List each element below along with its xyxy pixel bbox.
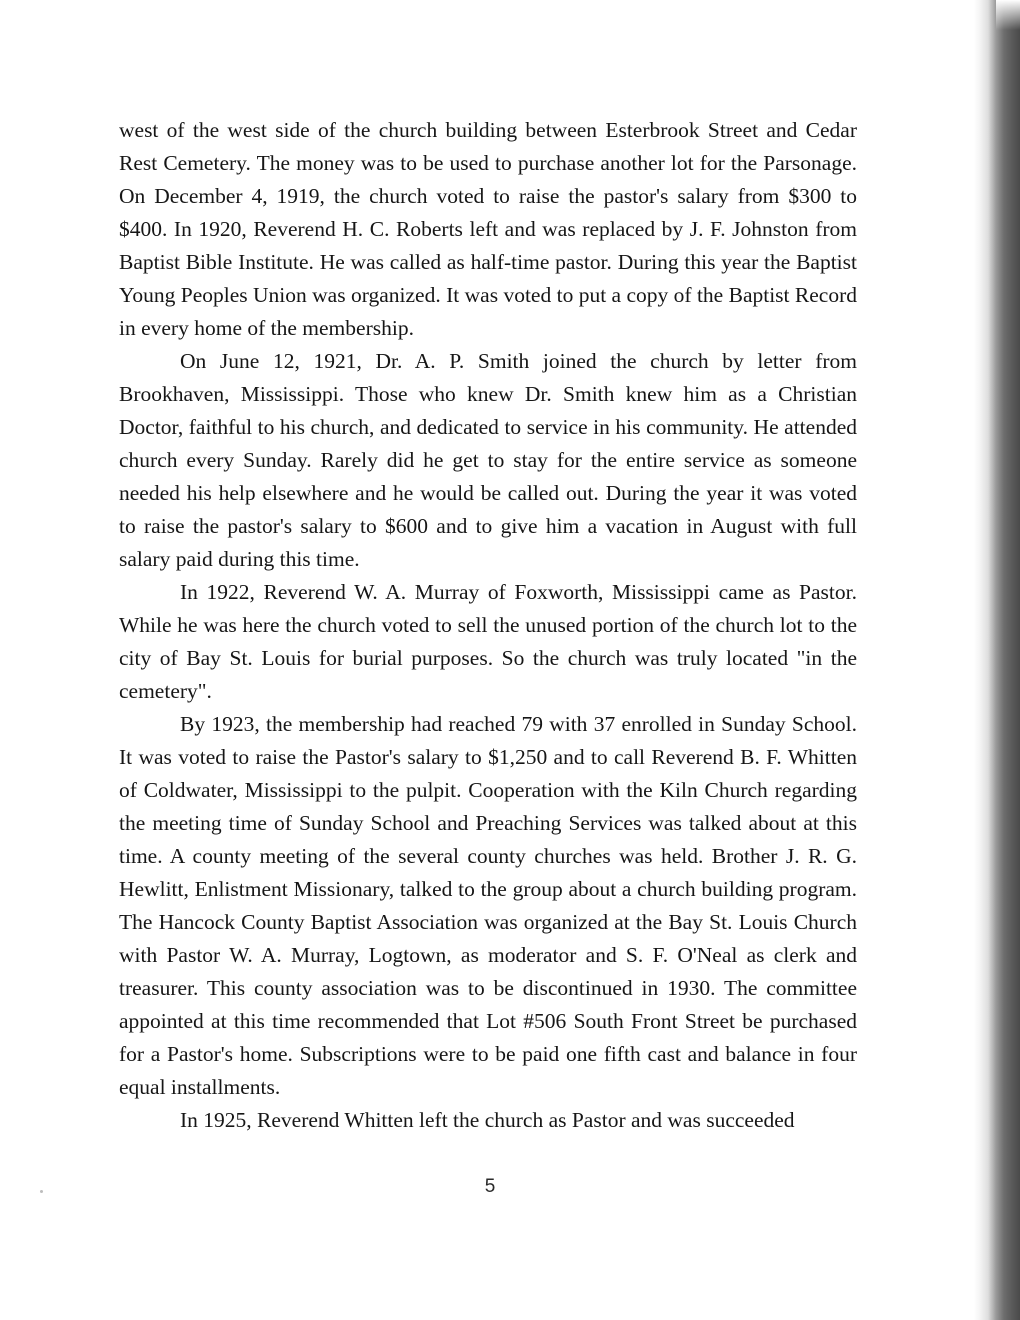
- scan-speck: [40, 1190, 43, 1193]
- paragraph-dr-smith: On June 12, 1921, Dr. A. P. Smith joined the church by letter from Brookhaven, Mississippi. Those who knew Dr. Smith knew him as a Christian Doctor, faithful to his church, and dedicated to service in his community. He attended church every Sunday. Rarely did he get to stay for the entire service as someone needed his help elsewhere and he would be called out. During the year it was voted to raise the pastor's salary to $600 and to give him a vacation in August with full salary paid during this time.: [119, 349, 857, 571]
- paragraph-murray: In 1922, Reverend W. A. Murray of Foxworth, Mississippi came as Pastor. While he was here the church voted to sell the unused portion of the church lot to the city of Bay St. Louis for burial purposes. So the church was truly located "in the cemetery".: [119, 580, 857, 703]
- paragraph-1925: In 1925, Reverend Whitten left the church as Pastor and was succeeded: [180, 1108, 795, 1132]
- paragraph-1923: By 1923, the membership had reached 79 with 37 enrolled in Sunday School. It was voted to raise the Pastor's salary to $1,250 and to call Reverend B. F. Whitten of Coldwater, Mississippi to the pulpit. Cooperation with the Kiln Church regarding the meeting time of Sunday School and Preaching Services was talked about at this time. A county meeting of the several county churches was held. Brother J. R. G. Hewlitt, Enlistment Missionary, talked to the group about a church building program. The Hancock County Baptist Association was organized at the Bay St. Louis Church with Pastor W. A. Murray, Logtown, as moderator and S. F. O'Neal as clerk and treasurer. This county association was to be discontinued in 1930. The committee appointed at this time recommended that Lot #506 South Front Street be purchased for a Pastor's home. Subscriptions were to be paid one fifth cast and balance in four equal installments.: [119, 712, 857, 1099]
- paragraph-continuation: west of the west side of the church building between Esterbrook Street and Cedar Rest Cemetery. The money was to be used to purchase another lot for the Parsonage. On December 4, 1919, the church voted to raise the pastor's salary from $300 to $400. In 1920, Reverend H. C. Roberts left and was replaced by J. F. Johnston from Baptist Bible Institute. He was called as half-time pastor. During this year the Baptist Young Peoples Union was organized. It was voted to put a copy of the Baptist Record in every home of the membership.: [119, 118, 857, 340]
- page-number: 5: [484, 1176, 496, 1197]
- body-text: [119, 114, 857, 1137]
- binding-shadow: [974, 0, 1020, 1320]
